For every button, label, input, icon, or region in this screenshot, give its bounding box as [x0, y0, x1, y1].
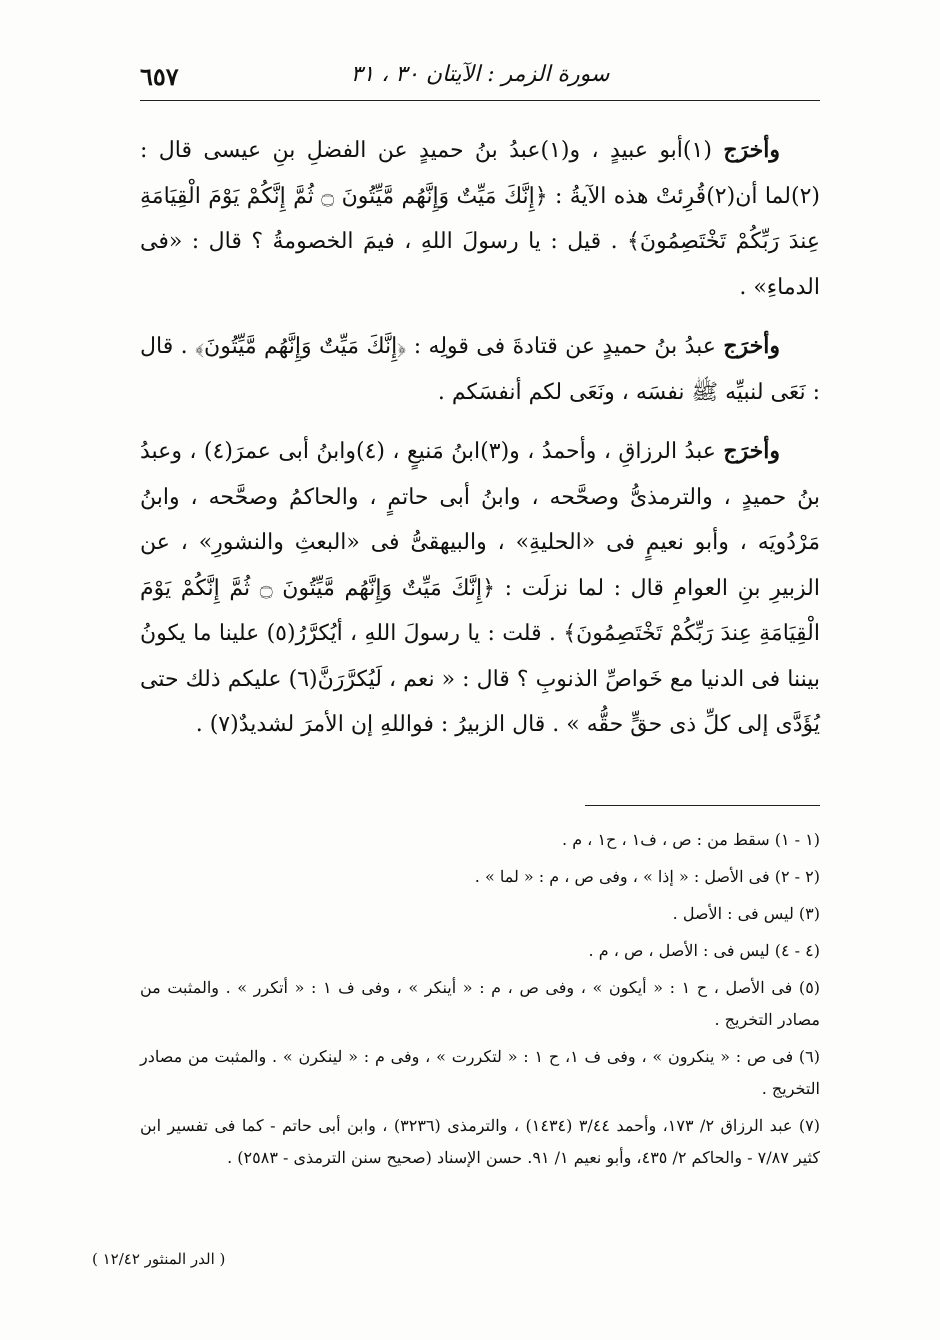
paragraph-1: [140, 128, 820, 310]
page-header: [140, 52, 820, 101]
footnote-2: (٢ - ٢) فى الأصل : « إذا » ، وفى ص ، م : « لما » .: [474, 867, 820, 886]
footnote-separator: [585, 805, 820, 806]
footnote-1: (١ - ١) سقط من : ص ، ف١ ، ح١ ، م .: [562, 830, 820, 849]
page-number: ٦٥٧: [140, 62, 179, 91]
paragraph-text: عبدُ الرزاقِ ، وأحمدُ ، و(٣)ابنُ مَنيعٍ ، (٤)وابنُ أبى عمرَ(٤) ، وعبدُ بنُ حميدٍ ، والترمذىُّ وصحَّحه ، وابنُ أبى حاتمٍ ، والحاكمُ وصحَّحه ، وابنُ مَرْدُويَه ، وأبو نعيمٍ فى «الحليةِ» ، والبيهقىُّ فى «البعثِ والنشورِ» ، عن الزبيرِ بنِ العوامِ قال : لما نزلَت : ﴿إِنَّكَ مَيِّتٌ وَإِنَّهُم مَّيِّتُونَ ۝ ثُمَّ إِنَّكُمْ يَوْمَ الْقِيَامَةِ عِندَ رَبِّكُمْ تَخْتَصِمُونَ﴾ . قلت : يا رسولَ اللهِ ، أيُكرَّرُ(٥) علينا ما يكونُ بيننا فى الدنيا مع خَواصِّ الذنوبِ ؟ قال : « نعم ، لَيُكرَّرَنَّ(٦) عليكم ذلك حتى يُؤَدَّى إلى كلِّ ذى حقٍّ حقُّه » . قال الزبيرُ : فواللهِ إن الأمرَ لشديدٌ(٧) .: [140, 439, 820, 737]
running-title: سورة الزمر : الآيتان ٣٠ ، ٣١: [350, 62, 610, 87]
paragraph-lead: وأخرَج: [723, 438, 781, 464]
footnote-5: (٥) فى الأصل ، ح ١ : « أيكون » ، وفى ص ، م : « أينكر » ، وفى ف ١ : « أتكرر » . والمثبت من مصادر التخريج .: [140, 978, 821, 1029]
footnote-4: (٤ - ٤) ليس فى : الأصل ، ص ، م .: [588, 941, 820, 960]
footnote-6: (٦) فى ص : « ينكرون » ، وفى ف ١، ح ١ : « لتكررت » ، وفى م : « لينكرن » . والمثبت من مصادر التخريج .: [140, 1047, 820, 1098]
paragraph-lead: وأخرَج: [723, 333, 780, 359]
footnotes: [140, 824, 820, 1179]
paragraph-2: [140, 324, 820, 415]
paragraph-lead: وأخرَج: [723, 137, 780, 163]
paragraph-text: عبدُ بنُ حميدٍ عن قتادةَ فى قولِه : ﴿إِنَّكَ مَيِّتٌ وَإِنَّهُم مَّيِّتُونَ﴾ . قال : نَعَى لنبيِّه ﷺ نفسَه ، ونَعَى لكم أنفسَكم .: [140, 334, 820, 405]
paragraph-text: (١)أبو عبيدٍ ، و(١)عبدُ بنُ حميدٍ عن الفضلِ بنِ عيسى قال : (٢)لما أن(٢)قُرِئتْ هذه الآيةُ : ﴿إِنَّكَ مَيِّتٌ وَإِنَّهُم مَّيِّتُونَ ۝ ثُمَّ إِنَّكُمْ يَوْمَ الْقِيَامَةِ عِندَ رَبِّكُمْ تَخْتَصِمُونَ﴾ . قيل : يا رسولَ اللهِ ، فيمَ الخصومةُ ؟ قال : «فى الدماءِ» .: [140, 138, 820, 300]
footnote-3: (٣) ليس فى : الأصل .: [672, 904, 820, 923]
footnote-7: (٧) عبد الرزاق ٢/ ١٧٣، وأحمد ٣/٤٤ (١٤٣٤) ، والترمذى (٣٢٣٦) ، وابن أبى حاتم - كما فى تفسير ابن كثير ٧/٨٧ - والحاكم ٢/ ٤٣٥، وأبو نعيم ١/ ٩١. حسن الإسناد (صحيح سنن الترمذى - ٢٥٨٣) .: [140, 1116, 821, 1167]
paragraph-3: [140, 429, 820, 748]
main-text: [140, 128, 820, 762]
printer-signature: ( الدر المنثور ١٢/٤٢ ): [92, 1250, 226, 1268]
